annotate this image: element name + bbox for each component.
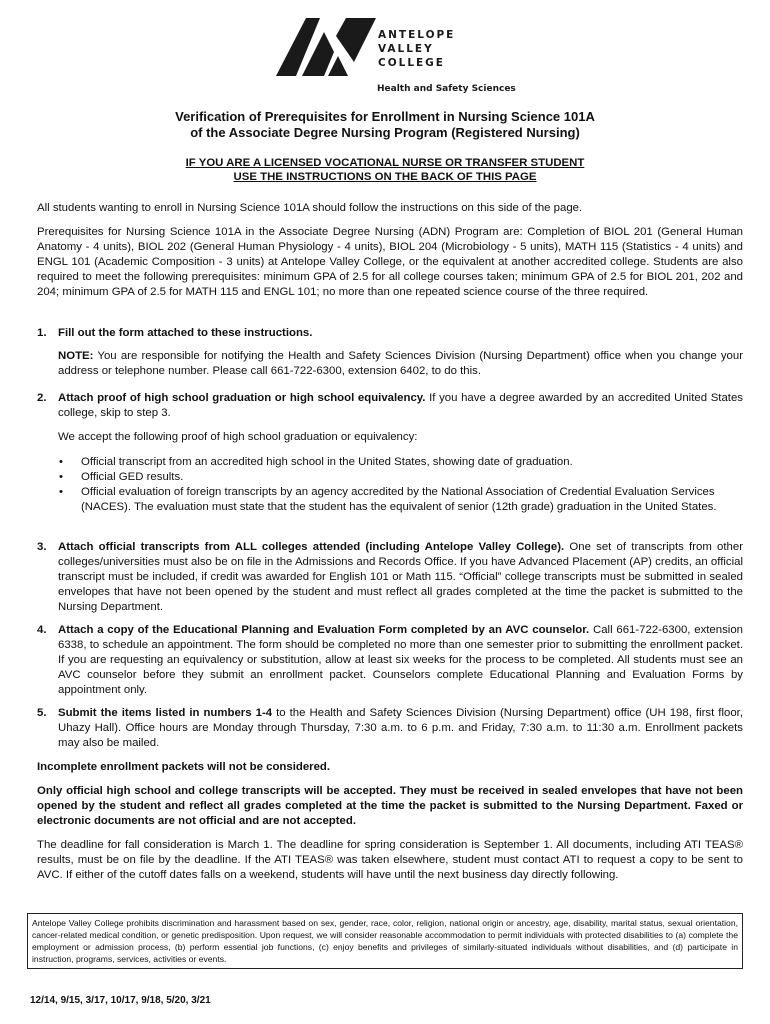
deadline-paragraph: The deadline for fall consideration is March 1. The deadline for spring consideration is September 1. All documents, including ATI TEAS® results, must be on file by the deadline. If the ATI TEAS® was taken elsewhere, student must contact ATI to request a copy to be sent to AVC. If either of the cutoff dates falls on a weekend, students will have until the next business day directly following.	[37, 839, 743, 881]
bullet-icon: •	[59, 486, 63, 498]
step-text: to the Health and Safety Sciences Division (Nursing Department) office (UH 198, first floor, Uhazy Hall). Office hours are Monday through Thursday, 7:30 a.m. to 6 p.m. and Friday, 7:30 a.m. to 11:30 a.m. Enrollment packets may also be mailed.	[58, 707, 743, 749]
logo-wordmark	[378, 28, 455, 70]
nondiscrimination-notice: Antelope Valley College prohibits discrimination and harassment based on sex, gender, race, color, religion, national origin or ancestry, age, disability, marital status, sexual orientation, cancer-related medical condition, or genetic predisposition. Upon request, we will consider reasonable accommodation to permit individuals with protected disabilities to (a) complete the employment or admission process, (b) perform essential job functions, (c) enjoy benefits and privileges of similarly-situated individuals without disabilities, and (d) participate in instruction, programs, services, activities or events.	[27, 913, 743, 969]
step-number: 2.	[37, 392, 47, 404]
list-item: • Official GED results.	[59, 471, 184, 483]
step-5	[37, 706, 743, 751]
document-title	[0, 109, 770, 141]
step-number: 3.	[37, 541, 47, 553]
notice-line-2: USE THE INSTRUCTIONS ON THE BACK OF THIS PAGE	[233, 171, 537, 183]
step-heading: Attach a copy of the Educational Planning and Evaluation Form completed by an AVC counselor.	[58, 624, 590, 636]
logo-line-3: COLLEGE	[378, 57, 445, 69]
transfer-notice	[0, 156, 770, 184]
step-2	[37, 391, 743, 445]
step-4	[37, 623, 743, 698]
logo-line-1: ANTELOPE	[378, 29, 456, 41]
bullet-icon: •	[59, 456, 63, 468]
notice-line-1: IF YOU ARE A LICENSED VOCATIONAL NURSE OR TRANSFER STUDENT	[185, 157, 585, 169]
step-text: Call 661-722-6300, extension 6338, to schedule an appointment. The form should be completed no more than one semester prior to submitting the enrollment packet. If you are requesting an equivalency or substitution, allow at least six weeks for the process to be completed. All students must see an AVC counselor before they submit an enrollment packet. Counselors complete Educational Planning and Evaluation Forms by appointment only.	[58, 624, 744, 696]
title-line-2: of the Associate Degree Nursing Program (Registered Nursing)	[190, 125, 580, 140]
step-number: 4.	[37, 624, 47, 636]
step-text: One set of transcripts from other colleges/universities must also be on file in the Admissions and Records Office. If you have Advanced Placement (AP) credits, an official transcript must be included, if credit was awarded for English 101 or Math 115. “Official” college transcripts must be submitted in sealed envelopes that have not been opened by the student and must reflect all grades completed at the time the packet is submitted to the Nursing Department.	[58, 541, 743, 613]
logo-subtitle: Health and Safety Sciences	[377, 84, 516, 94]
list-item: • Official transcript from an accredited high school in the United States, showing date of graduation.	[59, 456, 573, 468]
step-1	[37, 326, 743, 379]
step-text: If you have a degree awarded by an accredited United States college, skip to step 3.	[58, 392, 743, 419]
intro-paragraph: All students wanting to enroll in Nursing Science 101A should follow the instructions on this side of the page.	[37, 202, 583, 214]
bullet-icon: •	[59, 471, 63, 483]
step-heading: Attach proof of high school graduation or high school equivalency.	[58, 392, 426, 404]
step-number: 5.	[37, 707, 47, 719]
step-heading: Attach official transcripts from ALL colleges attended (including Antelope Valley College).	[58, 541, 565, 553]
official-documents-warning: Only official high school and college transcripts will be accepted. They must be received in sealed envelopes that have not been opened by the student and reflect all grades completed at the time the packet is submitted to the Nursing Department. Faxed or electronic documents are not official and are not accepted.	[37, 785, 743, 827]
incomplete-warning: Incomplete enrollment packets will not be considered.	[37, 761, 331, 773]
title-line-1: Verification of Prerequisites for Enrollment in Nursing Science 101A	[175, 109, 595, 124]
step-heading: Submit the items listed in numbers 1-4	[58, 707, 273, 719]
note-text: You are responsible for notifying the Health and Safety Sciences Division (Nursing Department) office when you change your address or telephone number. Please call 661-722-6300, extension 6402, to do this.	[58, 350, 743, 377]
logo-line-2: VALLEY	[378, 43, 434, 55]
step-heading: Fill out the form attached to these instructions.	[58, 327, 313, 339]
accepted-proof-list	[58, 455, 743, 515]
note-label: NOTE:	[58, 350, 94, 362]
revision-dates: 12/14, 9/15, 3/17, 10/17, 9/18, 5/20, 3/21	[30, 995, 211, 1006]
accepted-proof-intro: We accept the following proof of high school graduation or equivalency:	[58, 431, 418, 443]
prerequisites-paragraph: Prerequisites for Nursing Science 101A in the Associate Degree Nursing (ADN) Program are: Completion of BIOL 201 (General Human Anatomy - 4 units), BIOL 202 (General Human Physiology - 4 units), BIOL 204 (Microbiology - 5 units), MATH 115 (Statistics - 4 units) and ENGL 101 (Academic Composition - 3 units) at Antelope Valley College, or the equivalent at another accredited college. Students are also required to meet the following prerequisites: minimum GPA of 2.5 for all college courses taken; minimum GPA of 2.5 for BIOL 201, 202 and 204; minimum GPA of 2.5 for MATH 115 and ENGL 101; no more than one repeated science course of the three required.	[37, 226, 743, 298]
step-3	[37, 540, 743, 615]
step-number: 1.	[37, 327, 47, 339]
list-item: • Official evaluation of foreign transcripts by an agency accredited by the National Association of Credential Evaluation Services (NACES). The evaluation must state that the student has the equivalent of senior (12th grade) graduation in the United States.	[59, 486, 717, 513]
